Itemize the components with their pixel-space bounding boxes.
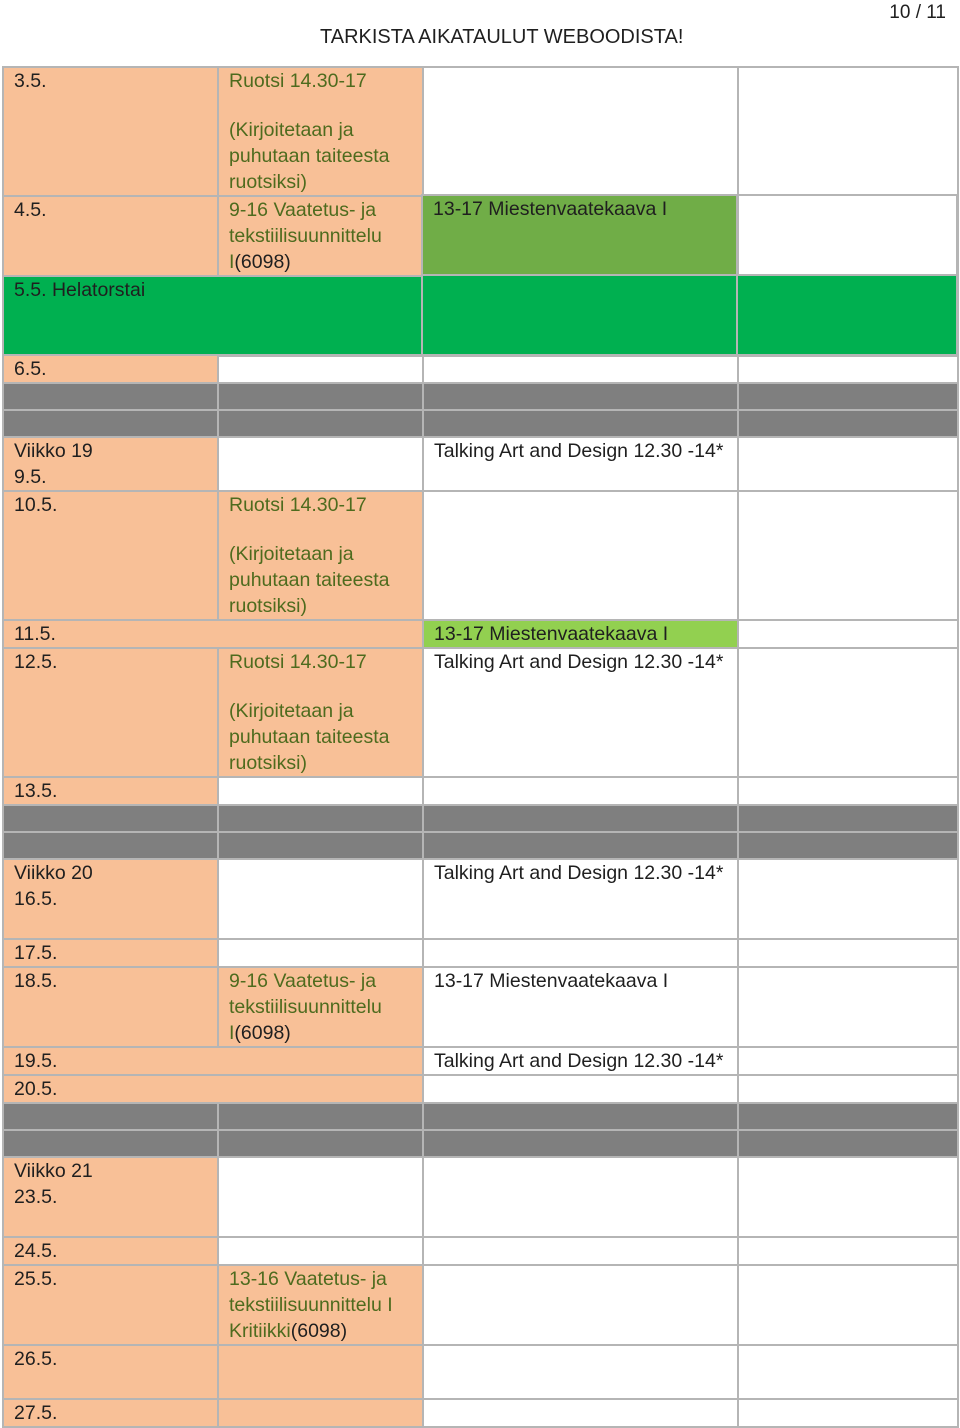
- date-cell: Viikko 19 9.5.: [3, 437, 218, 491]
- separator-row: [3, 1103, 958, 1130]
- schedule-cell: [738, 1345, 958, 1399]
- schedule-cell: [423, 1237, 738, 1265]
- date-cell: 18.5.: [3, 967, 218, 1047]
- schedule-cell: [423, 777, 738, 805]
- date-cell: 20.5.: [3, 1075, 423, 1103]
- table-row: [3, 777, 958, 805]
- course-cell: Talking Art and Design 12.30 -14*: [423, 859, 738, 939]
- schedule-cell: [738, 1265, 958, 1345]
- separator-row: [3, 410, 958, 437]
- schedule-cell: [218, 1399, 423, 1427]
- table-row: [3, 648, 958, 777]
- schedule-cell: [738, 859, 958, 939]
- schedule-cell: [738, 620, 958, 648]
- table-row: [3, 355, 958, 383]
- course-cell: 9-16 Vaatetus- ja tekstiilisuunnittelu I(6098): [218, 196, 423, 276]
- schedule-cell: [218, 1345, 423, 1399]
- schedule-cell: [218, 777, 423, 805]
- schedule-cell: [738, 437, 958, 491]
- course-cell: 13-16 Vaatetus- ja tekstiilisuunnittelu I Kritiikki(6098): [218, 1265, 423, 1345]
- schedule-table-lower: [2, 354, 959, 1428]
- schedule-table-overlay: [2, 194, 958, 356]
- separator-row: [3, 832, 958, 859]
- date-cell: Viikko 20 16.5.: [3, 859, 218, 939]
- schedule-cell: [738, 1399, 958, 1427]
- date-cell: Viikko 21 23.5.: [3, 1157, 218, 1237]
- schedule-cell: [218, 355, 423, 383]
- schedule-cell: [423, 355, 738, 383]
- schedule-cell: [218, 859, 423, 939]
- course-cell: 9-16 Vaatetus- ja tekstiilisuunnittelu I(6098): [218, 967, 423, 1047]
- date-cell-holiday: 5.5. Helatorstai: [3, 276, 423, 356]
- page-header: TARKISTA AIKATAULUT WEBOODISTA!: [320, 26, 684, 48]
- schedule-cell: [738, 491, 958, 620]
- date-cell: 6.5.: [3, 355, 218, 383]
- date-cell: 17.5.: [3, 939, 218, 967]
- schedule-cell: [218, 437, 423, 491]
- table-row: [2, 195, 957, 275]
- schedule-cell: [423, 491, 738, 620]
- table-row: [3, 67, 958, 196]
- schedule-cell: [738, 967, 958, 1047]
- schedule-cell: [738, 1075, 958, 1103]
- table-row: [3, 939, 958, 967]
- schedule-cell: [738, 355, 958, 383]
- schedule-cell: [738, 1157, 958, 1237]
- table-row: [3, 1345, 958, 1399]
- date-cell: 4.5.: [3, 196, 218, 276]
- course-cell: Ruotsi 14.30-17 (Kirjoitetaan ja puhutaan taiteesta ruotsiksi): [218, 648, 423, 777]
- table-row: [3, 1075, 958, 1103]
- course-cell: Talking Art and Design 12.30 -14*: [423, 1047, 738, 1075]
- schedule-cell: [218, 939, 423, 967]
- schedule-cell: [423, 1157, 738, 1237]
- table-row: [3, 1237, 958, 1265]
- date-cell: 10.5.: [3, 491, 218, 620]
- date-cell: 3.5.: [3, 67, 218, 196]
- date-cell: 25.5.: [3, 1265, 218, 1345]
- schedule-cell: [738, 939, 958, 967]
- table-row: [3, 620, 958, 648]
- schedule-cell: [738, 1047, 958, 1075]
- table-row: [2, 275, 957, 355]
- schedule-cell: [738, 1237, 958, 1265]
- course-cell-miestenvaatekaava: 13-17 Miestenvaatekaava I: [422, 195, 737, 275]
- course-cell: Talking Art and Design 12.30 -14*: [423, 437, 738, 491]
- course-cell: Talking Art and Design 12.30 -14*: [423, 648, 738, 777]
- date-cell: 19.5.: [3, 1047, 423, 1075]
- table-row: [3, 437, 958, 491]
- schedule-cell: [738, 777, 958, 805]
- schedule-cell: [423, 1075, 738, 1103]
- schedule-cell: [423, 1345, 738, 1399]
- date-cell: 26.5.: [3, 1345, 218, 1399]
- separator-row: [3, 383, 958, 410]
- holiday-cell: [422, 275, 737, 355]
- schedule-cell: [423, 939, 738, 967]
- schedule-cell: [423, 1399, 738, 1427]
- course-cell: Ruotsi 14.30-17 (Kirjoitetaan ja puhutaan taiteesta ruotsiksi): [218, 491, 423, 620]
- date-cell: 11.5.: [3, 620, 423, 648]
- course-cell: 13-17 Miestenvaatekaava I: [423, 967, 738, 1047]
- schedule-cell: [423, 1265, 738, 1345]
- schedule-cell: [218, 1237, 423, 1265]
- separator-row: [3, 805, 958, 832]
- page-number: 10 / 11: [889, 2, 946, 23]
- table-row: [3, 967, 958, 1047]
- date-cell: 24.5.: [3, 1237, 218, 1265]
- table-row: [3, 491, 958, 620]
- date-cell: 27.5.: [3, 1399, 218, 1427]
- holiday-cell: [737, 275, 957, 355]
- table-row: [3, 1265, 958, 1345]
- table-row: [3, 1399, 958, 1427]
- table-row: [3, 859, 958, 939]
- course-cell-miestenvaatekaava: 13-17 Miestenvaatekaava I: [423, 620, 738, 648]
- course-cell: Ruotsi 14.30-17 (Kirjoitetaan ja puhutaan taiteesta ruotsiksi): [218, 67, 423, 196]
- table-row: [3, 1157, 958, 1237]
- schedule-cell: [737, 195, 957, 275]
- table-row: [3, 1047, 958, 1075]
- schedule-cell: [218, 1157, 423, 1237]
- date-cell: 13.5.: [3, 777, 218, 805]
- separator-row: [3, 1130, 958, 1157]
- date-cell: 12.5.: [3, 648, 218, 777]
- schedule-cell: [738, 648, 958, 777]
